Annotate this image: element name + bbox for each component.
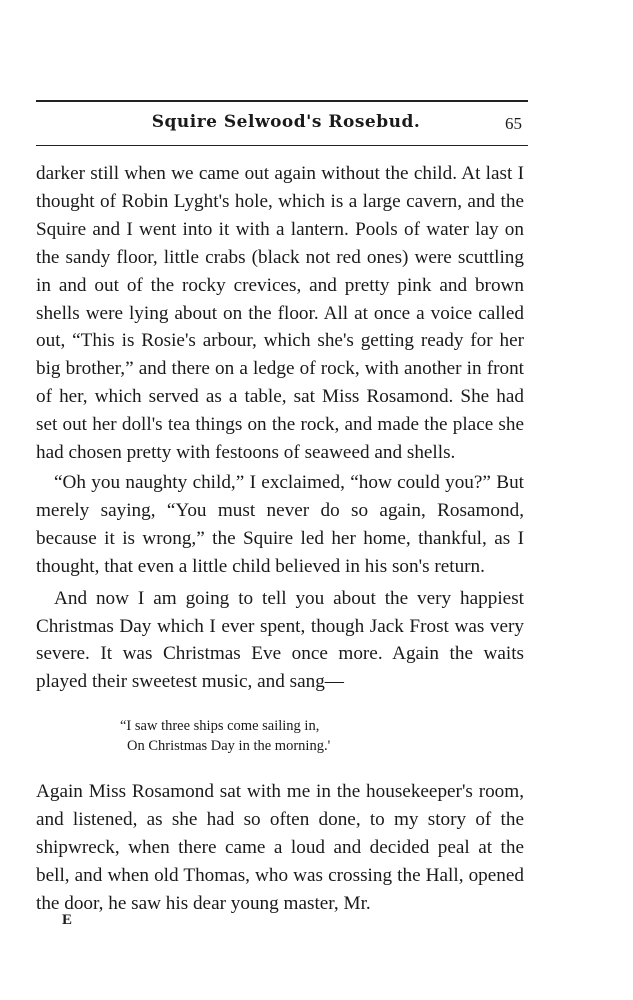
running-title: Squire Selwood's Rosebud. (151, 112, 421, 132)
verse-line: “I saw three ships come sailing in, (120, 718, 320, 735)
header-rule-bottom (36, 145, 528, 146)
paragraph-2: “Oh you naughty child,” I exclaimed, “how could you?” But merely saying, “You must never do so again, Rosamond, because it is wrong,” the Squire led her home, thankful, as I thought, that even a little child believed in his son's return. (36, 471, 524, 577)
paragraph-1: darker still when we came out again without the child. At last I thought of Robin Lyght's hole, which is a large cavern, and the Squire and I went into it with a lantern. Pools of water lay on the sandy floor, little crabs (black not red ones) were scuttling in and out of the rocky crevices, and pretty pink and brown shells were lying about on the floor. All at once a voice called out, “This is Rosie's arbour, which she's getting ready for her big brother,” and there on a ledge of rock, with another in front of her, which served as a table, sat Miss Rosamond. She had set out her doll's tea things on the rock, and made the place she had chosen pretty with festoons of seaweed and shells. (36, 163, 524, 464)
verse-line: On Christmas Day in the morning.' (127, 738, 331, 755)
paragraph-3: And now I am going to tell you about the very happiest Christmas Day which I ever spent, though Jack Frost was very severe. It was Christmas Eve once more. Again the waits played their sweetest music, and sang— (36, 587, 524, 693)
paragraph-4: Again Miss Rosamond sat with me in the housekeeper's room, and listened, as she had so often done, to my story of the shipwreck, when there came a loud and decided peal at the bell, and when old Thomas, who was crossing the Hall, opened the door, he saw his dear young master, Mr. (36, 781, 524, 914)
running-head (36, 112, 528, 138)
verse-block (36, 716, 524, 756)
page-number: 65 (505, 114, 522, 133)
body-text (36, 160, 524, 918)
signature-mark: E (62, 912, 73, 928)
header-rule-top (36, 100, 528, 102)
